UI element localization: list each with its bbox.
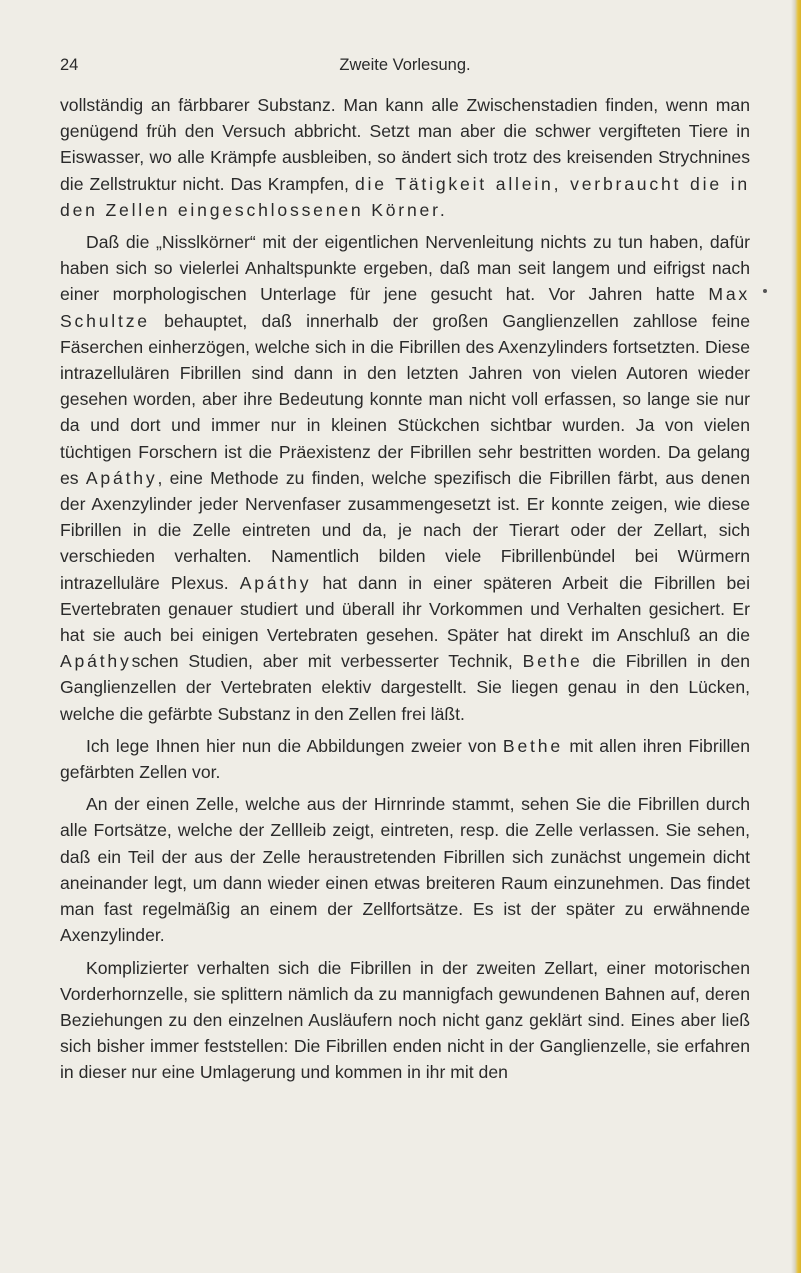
paragraph-2-text: , eine Methode zu finden, welche spezifisch die Fibrillen färbt, aus denen der Axenzylinder jeder Nervenfaser zusammengesetzt ist. Er konnte zeigen, wie diese Fibrillen in die Zelle eintreten und da, je nach der Tierart oder der Zellart, sich verschieden verhalten. Namentlich bilden viele Fibrillenbündel bei Würmern intrazelluläre Plexus. bbox=[60, 467, 750, 593]
author-name: Apáthy bbox=[60, 651, 132, 672]
emphasis-spaced: die Tätigkeit allein, verbraucht die in den Zellen eingeschlossenen Körner. bbox=[60, 173, 750, 220]
paragraph-5 bbox=[60, 955, 750, 1086]
paragraph-4-text: An der einen Zelle, welche aus der Hirnrinde stammt, sehen Sie die Fibrillen durch alle Fortsätze, welche der Zellleib zeigt, eintreten, resp. die Zelle verlassen. Sie sehen, daß ein Teil der aus der Zelle heraustretenden Fibrillen sich zunächst ungemein dicht aneinander legt, um dann wieder einen etwas breiteren Raum einzunehmen. Das findet man fast regelmäßig an einem der Zellfortsätze. Es ist der später zu erwähnende Axenzylinder. bbox=[60, 794, 750, 946]
paragraph-2-text: hat dann in einer späteren Arbeit die Fibrillen bei Evertebraten genauer studiert und überall ihr Vorkommen und Verhalten gesichert. Er hat sie auch bei einigen Vertebraten gesehen. Später hat direkt im Anschluß an die bbox=[60, 572, 751, 646]
paragraph-3 bbox=[60, 733, 750, 785]
margin-dot bbox=[763, 289, 767, 293]
author-name: Apáthy bbox=[85, 467, 158, 488]
author-name: Max Schultze bbox=[60, 284, 750, 331]
paragraph-1-text: vollständig an färbbarer Substanz. Man kann alle Zwischenstadien finden, wenn man genügend früh den Versuch abbricht. Setzt man aber die schwer vergifteten Tiere in Eiswasser, wo alle Krämpfe ausbleiben, so ändert sich trotz des kreisenden Strychnines die Zellstruktur nicht. Das Krampfen, bbox=[60, 95, 750, 194]
paragraph-4 bbox=[60, 791, 750, 948]
running-head bbox=[60, 56, 750, 78]
author-name: Apáthy bbox=[239, 572, 312, 593]
paragraph-2-text: schen Studien, aber mit verbesserter Technik, bbox=[131, 651, 523, 672]
paragraph-3-text: Ich lege Ihnen hier nun die Abbildungen zweier von bbox=[86, 735, 503, 756]
running-title: Zweite Vorlesung. bbox=[339, 56, 471, 74]
paragraph-2-text: behauptet, daß innerhalb der großen Ganglienzellen zahllose feine Fäserchen einherzögen, welche sich in die Fibrillen des Axenzylinders fortsetzten. Diese intrazellulären Fibrillen sind dann in den letzten Jahren von vielen Autoren wieder gesehen worden, aber ihre Bedeutung konnte man nicht voll erfassen, so lange sie nur da und dort und immer nur in kleinen Stückchen sichtbar wurden. Ja von vielen tüchtigen Forschern ist die Präexistenz der Fibrillen sehr bestritten worden. Da gelang es bbox=[60, 310, 750, 488]
page-edge bbox=[791, 0, 801, 1273]
body-text bbox=[60, 92, 750, 1092]
paragraph-2 bbox=[60, 229, 750, 727]
author-name: Bethe bbox=[522, 651, 583, 672]
paragraph-2-text: die Fibrillen in den Ganglienzellen der Vertebraten elektiv dargestellt. Sie liegen genau in den Lücken, welche die gefärbte Substanz in den Zellen frei läßt. bbox=[60, 651, 750, 724]
paragraph-2-text: Daß die „Nisslkörner“ mit der eigentlichen Nervenleitung nichts zu tun haben, dafür haben sich so vielerlei Anhaltspunkte ergeben, daß man seit langem und eifrigst nach einer morphologischen Unterlage für jene gesucht hat. Vor Jahren hatte bbox=[60, 232, 750, 305]
paragraph-1 bbox=[60, 92, 750, 223]
paragraph-5-text: Komplizierter verhalten sich die Fibrillen in der zweiten Zellart, einer motorischen Vorderhornzelle, sie splittern nämlich da zu mannigfach gewundenen Bahnen auf, deren Beziehungen zu den einzelnen Ausläufern noch nicht ganz geklärt sind. Eines aber ließ sich bisher immer feststellen: Die Fibrillen enden nicht in der Ganglienzelle, sie erfahren in dieser nur eine Umlagerung und kommen in ihr mit den bbox=[60, 957, 750, 1083]
page-number: 24 bbox=[60, 56, 79, 74]
author-name: Bethe bbox=[502, 735, 563, 756]
paragraph-3-text: mit allen ihren Fibrillen gefärbten Zellen vor. bbox=[60, 735, 750, 783]
